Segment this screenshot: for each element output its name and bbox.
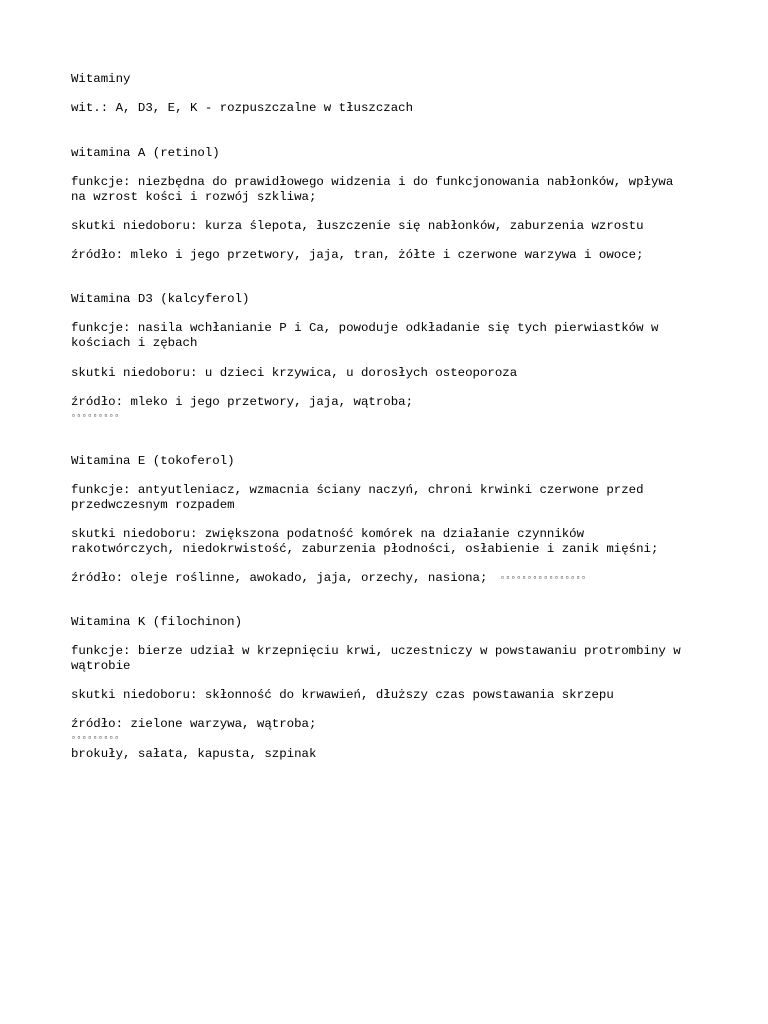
vitamin-k-functions-line-1: funkcje: bierze udział w krzepnięciu krwi, uczestniczy w powstawaniu protrombiny w [71, 644, 681, 658]
vitamin-a-functions-line-2: na wzrost kości i rozwój szkliwa; [71, 190, 317, 204]
document-title: Witaminy [71, 72, 131, 86]
vitamin-k-placeholder-glyphs: ▫▫▫▫▫▫▫▫▫ [71, 734, 120, 743]
vitamin-a-deficiency: skutki niedoboru: kurza ślepota, łuszczenie się nabłonków, zaburzenia wzrostu [71, 219, 644, 233]
vitamin-d3-functions-line-2: kościach i zębach [71, 336, 198, 350]
vitamin-e-sources: źródło: oleje roślinne, awokado, jaja, orzechy, nasiona; [71, 571, 488, 585]
vitamin-k-deficiency: skutki niedoboru: skłonność do krwawień, dłuższy czas powstawania skrzepu [71, 688, 614, 702]
section-heading-vitamin-d3: Witamina D3 (kalcyferol) [71, 292, 250, 306]
section-heading-vitamin-a: witamina A (retinol) [71, 146, 220, 160]
vitamin-d3-functions-line-1: funkcje: nasila wchłanianie P i Ca, powoduje odkładanie się tych pierwiastków w [71, 321, 659, 335]
vitamin-d3-sources: źródło: mleko i jego przetwory, jaja, wątroba; [71, 395, 414, 409]
intro-line: wit.: A, D3, E, K - rozpuszczalne w tłuszczach [71, 101, 414, 115]
vitamin-d3-deficiency: skutki niedoboru: u dzieci krzywica, u dorosłych osteoporoza [71, 366, 518, 380]
section-heading-vitamin-k: Witamina K (filochinon) [71, 615, 243, 629]
vitamin-d3-placeholder-glyphs: ▫▫▫▫▫▫▫▫▫ [71, 412, 120, 421]
vitamin-a-functions-line-1: funkcje: niezbędna do prawidłowego widzenia i do funkcjonowania nabłonków, wpływa [71, 175, 674, 189]
vitamin-e-placeholder-glyphs: ▫▫▫▫▫▫▫▫▫▫▫▫▫▫▫▫ [500, 574, 587, 583]
vitamin-e-deficiency-line-2: rakotwórczych, niedokrwistość, zaburzenia płodności, osłabienie i zanik mięśni; [71, 542, 659, 556]
vitamin-e-functions-line-1: funkcje: antyutleniacz, wzmacnia ściany naczyń, chroni krwinki czerwone przed [71, 483, 644, 497]
vitamin-k-functions-line-2: wątrobie [71, 659, 131, 673]
section-heading-vitamin-e: Witamina E (tokoferol) [71, 454, 235, 468]
vitamin-e-functions-line-2: przedwczesnym rozpadem [71, 498, 235, 512]
vitamin-e-deficiency-line-1: skutki niedoboru: zwiększona podatność komórek na działanie czynników [71, 527, 585, 541]
vitamin-k-sources: źródło: zielone warzywa, wątroba; [71, 717, 317, 731]
vitamin-a-sources: źródło: mleko i jego przetwory, jaja, tran, żółte i czerwone warzywa i owoce; [71, 248, 644, 262]
vitamin-k-sources-examples: brokuły, sałata, kapusta, szpinak [71, 747, 317, 761]
